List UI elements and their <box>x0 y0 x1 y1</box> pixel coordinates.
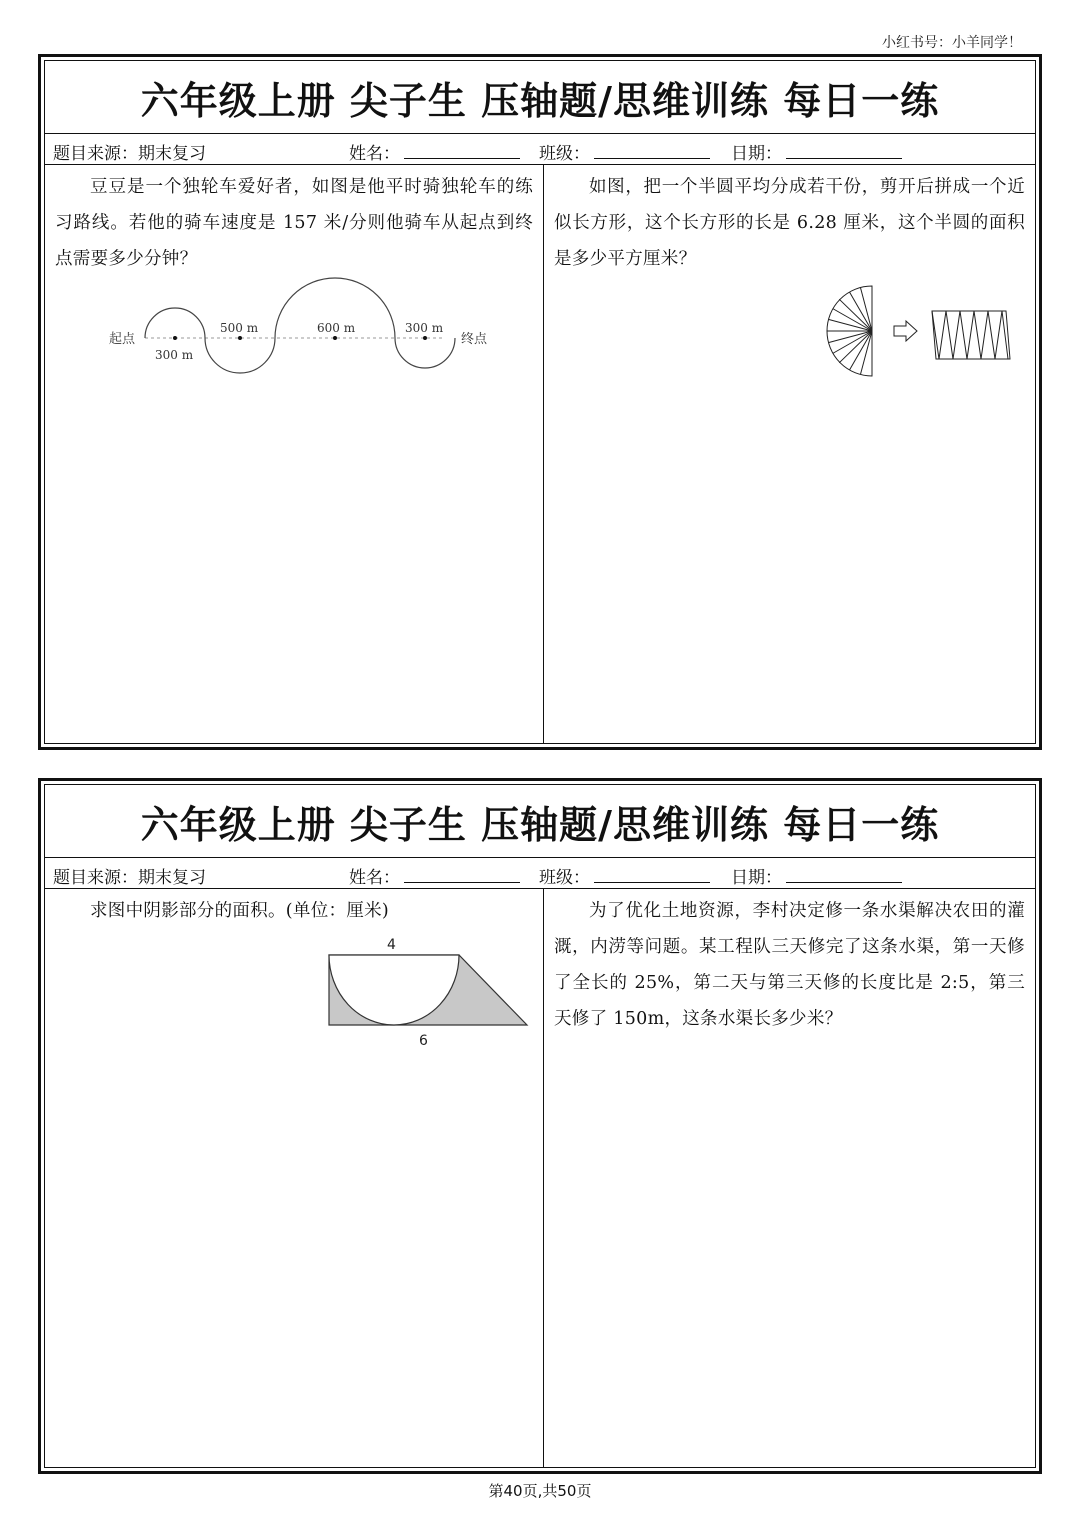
watermark: 小红书号：小羊同学！ <box>882 35 1022 51</box>
bottom-dimension: 6 <box>419 1033 428 1049</box>
worksheet-1 <box>38 54 1042 750</box>
center-dot <box>173 336 177 340</box>
segment-label: 300 m <box>405 321 444 335</box>
semicircle-figure <box>822 281 1022 381</box>
class-field: 班级： <box>539 139 710 164</box>
shaded-figure <box>315 933 535 1051</box>
segment-label: 500 m <box>220 321 259 335</box>
question-text: 如图，把一个半圆平均分成若干份，剪开后拼成一个近似长方形，这个长方形的长是 6.28 厘米，这个半圆的面积是多少平方厘米？ <box>554 177 1025 269</box>
question-right <box>544 165 1035 743</box>
route-figure <box>95 273 495 383</box>
class-field: 班级： <box>539 863 710 888</box>
meta-row <box>45 134 1035 165</box>
page-footer: 第40页,共50页 <box>488 1482 592 1500</box>
date-field: 日期： <box>731 863 902 888</box>
segment-label: 600 m <box>317 321 356 335</box>
segment-label: 300 m <box>155 348 194 362</box>
arrow-icon <box>894 321 917 341</box>
source-label: 题目来源：期末复习 <box>53 144 206 164</box>
question-text: 求图中阴影部分的面积。(单位：厘米) <box>90 901 390 921</box>
question-left <box>45 165 544 743</box>
top-dimension: 4 <box>387 937 396 953</box>
meta-row <box>45 858 1035 889</box>
center-dot <box>423 336 427 340</box>
center-dot <box>238 336 242 340</box>
question-text: 豆豆是一个独轮车爱好者，如图是他平时骑独轮车的练习路线。若他的骑车速度是 157 米/分则他骑车从起点到终点需要多少分钟？ <box>55 177 533 269</box>
question-left <box>45 889 544 1467</box>
worksheet-2 <box>38 778 1042 1474</box>
sheet-title: 六年级上册 尖子生 压轴题/思维训练 每日一练 <box>45 785 1035 858</box>
center-dot <box>333 336 337 340</box>
sheet-title: 六年级上册 尖子生 压轴题/思维训练 每日一练 <box>45 61 1035 134</box>
name-field: 姓名： <box>349 863 520 888</box>
date-field: 日期： <box>731 139 902 164</box>
end-label: 终点 <box>461 332 488 347</box>
question-right <box>544 889 1035 1467</box>
name-field: 姓名： <box>349 139 520 164</box>
source-label: 题目来源：期末复习 <box>53 868 206 888</box>
question-text: 为了优化土地资源，李村决定修一条水渠解决农田的灌溉，内涝等问题。某工程队三天修完了这条水渠，第一天修了全长的 25%，第二天与第三天修的长度比是 2:5，第三天修了 150m，这条水渠长多少米？ <box>554 901 1025 1029</box>
start-label: 起点 <box>109 332 136 347</box>
